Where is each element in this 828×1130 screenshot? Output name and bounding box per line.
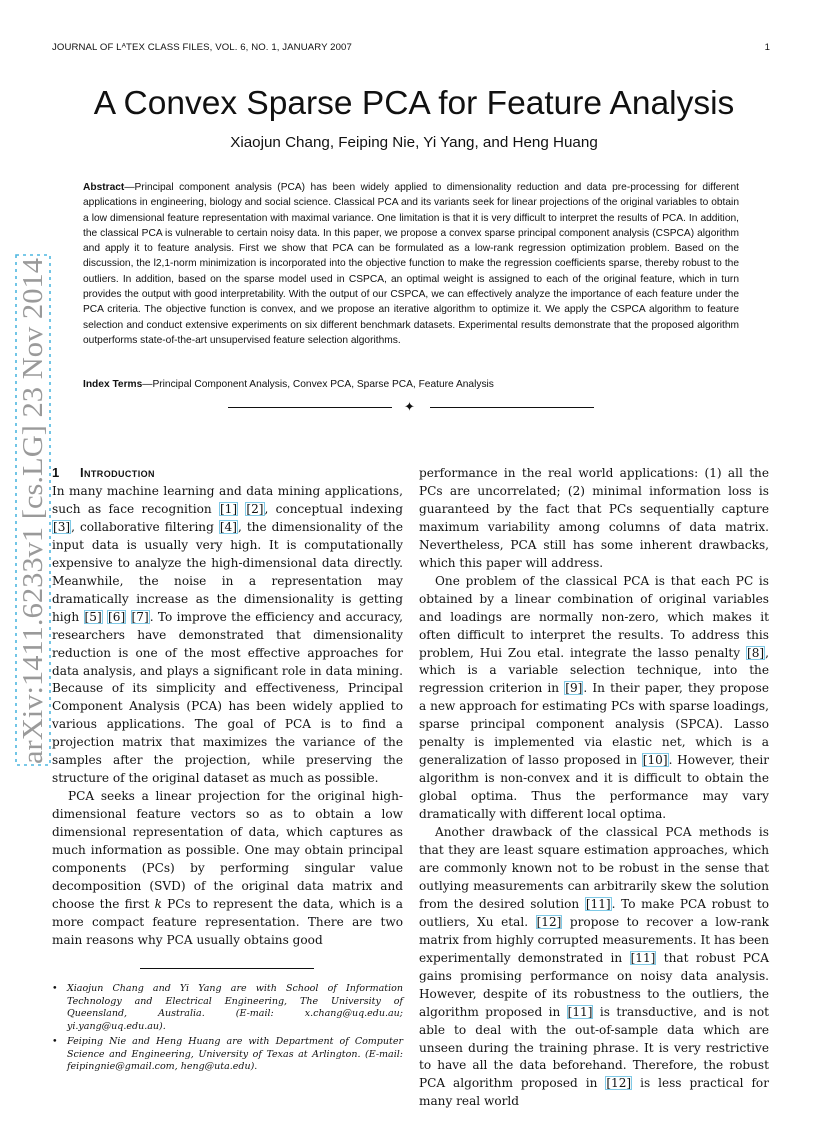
paragraph xyxy=(52,483,403,788)
citation-link[interactable]: [12] xyxy=(606,1076,632,1091)
section-title: Introduction xyxy=(80,465,155,480)
citation-link[interactable]: [2] xyxy=(246,501,264,516)
paragraph xyxy=(419,573,769,824)
text-run: One problem of the classical PCA is that each PC is obtained by a linear combination of original variables and loadings are normally non-zero, which makes it often difficult to interpret the results. To address this problem, Hui Zou etal. integrate the lasso penalty xyxy=(419,573,769,660)
right-column xyxy=(419,465,769,1111)
footnote-rule xyxy=(140,968,314,969)
section-heading xyxy=(52,465,403,480)
citation-link[interactable]: [7] xyxy=(131,609,149,624)
bullet-icon: • xyxy=(52,1036,58,1047)
text-run: , which is a variable selection technique, into the regression criterion in xyxy=(419,645,769,696)
text-run: . However, their algorithm is non-convex and it is difficult to obtain the global optima. Thus the performance may vary dramatically with different local optima. xyxy=(419,753,769,822)
paragraph xyxy=(419,824,769,1111)
citation-link[interactable]: [9] xyxy=(565,681,583,696)
diamond-icon: ✦ xyxy=(404,400,415,415)
paragraph xyxy=(419,465,769,573)
bullet-icon: • xyxy=(52,983,58,994)
text-run: . To make PCA robust to outliers, Xu etal. xyxy=(419,896,769,929)
footnote-text: Feiping Nie and Heng Huang are with Department of Computer Science and Engineering, University of Texas at Arlington. (E-mail: feipingnie@gmail.com, heng@uta.edu). xyxy=(67,1036,403,1073)
text-run: In many machine learning and data mining applications, such as face recognition xyxy=(52,484,403,516)
citation-link[interactable]: [12] xyxy=(536,914,562,929)
citation-link[interactable]: [1] xyxy=(219,501,238,516)
running-header xyxy=(52,42,770,56)
text-run: , the dimensionality of the input data is usually very high. It is computationally expensive to analyze the high-dimensional data directly. Meanwhile, the noise in a representation may dramatically increase as the dimensionality is getting high xyxy=(52,519,403,624)
text-run: , conceptual indexing xyxy=(264,501,403,516)
citation-link[interactable]: [6] xyxy=(108,609,126,624)
footnote xyxy=(52,983,403,1033)
text-run: PCs to represent the data, which is a more compact feature representation. There are two main reasons why PCA usually obtains good xyxy=(52,896,403,947)
arxiv-stamp xyxy=(12,254,52,766)
arxiv-stamp-text: arXiv:1411.6233v1 [cs.LG] 23 Nov 2014 xyxy=(18,299,49,764)
journal-header: JOURNAL OF LᴬTEX CLASS FILES, VOL. 6, NO. 1, JANUARY 2007 xyxy=(52,42,352,53)
page-number: 1 xyxy=(764,42,770,53)
citation-link[interactable]: [8] xyxy=(747,645,765,660)
text-run: that robust PCA gains promising performance on noisy data analysis. However, despite of its robustness to the outliers, the algorithm proposed in xyxy=(419,950,769,1019)
text-run: . To improve the efficiency and accuracy, researchers have demonstrated that dimensionality reduction is one of the most effective approaches for data analysis, and plays a significant role in data mining. Because of its simplicity and effectiveness, Principal Component Analysis (PCA) has been widely applied to various applications. The goal of PCA is to find a projection matrix that maximizes the variance of the samples after the projection, while preserving the structure of the original dataset as much as possible. xyxy=(52,609,403,786)
footnote xyxy=(52,1036,403,1074)
text-run: , collaborative filtering xyxy=(71,519,219,534)
paragraph xyxy=(52,788,403,950)
text-run: performance in the real world applications: (1) all the PCs are uncorrelated; (2) minimal information loss is guaranteed by the fact that PCs sequentially capture maximum variability among columns of data matrix. Nevertheless, PCA still has some inherent drawbacks, which this paper will address. xyxy=(419,466,769,570)
index-terms-label: Index Terms xyxy=(83,379,143,390)
text-run: is less practical for many real world xyxy=(419,1076,769,1109)
citation-link[interactable]: [4] xyxy=(219,519,237,534)
footnote-text: Xiaojun Chang and Yi Yang are with School of Information Technology and Electrical Engineering, The University of Queensland, Australia. (E-mail: x.chang@uq.edu.au; yi.yang@uq.edu.au). xyxy=(67,983,403,1032)
citation-link[interactable]: [5] xyxy=(84,609,102,624)
abstract-text: —Principal component analysis (PCA) has been widely applied to dimensionality reduction and data pre-processing for different applications in engineering, biology and social science. Classical PCA and its variants seek for linear projections of the original variables to obtain a low dimensional feature representation with maximal variance. One limitation is that it is very difficult to interpret the results of PCA. In addition, the classical PCA is vulnerable to certain noisy data. In this paper, we propose a convex sparse principal component analysis (CSPCA) algorithm and apply it to feature analysis. First we show that PCA can be formulated as a low-rank regression optimization problem. Based on the discussion, the l2,1-norm minimization is incorporated into the objective function to make the regression coefficients sparse, thereby robust to the outliers. In addition, based on the sparse model used in CSPCA, an optimal weight is assigned to each of the original feature, which in turn provides the output with good interpretability. With the output of our CSPCA, we can effectively analyze the importance of each feature under the PCA criteria. The objective function is convex, and we propose an iterative algorithm to optimize it. We apply the CSPCA algorithm to feature selection and conduct extensive experiments on six different benchmark datasets. Experimental results demonstrate that the proposed algorithm outperforms state-of-the-art unsupervised feature selection algorithms. xyxy=(83,182,739,346)
section-separator xyxy=(228,402,594,414)
separator-line-right xyxy=(430,407,594,408)
paper-authors: Xiaojun Chang, Feiping Nie, Yi Yang, and Heng Huang xyxy=(230,134,598,151)
text-run: propose to recover a low-rank matrix from highly corrupted measurements. It has been experimentally demonstrated in xyxy=(419,914,769,965)
text-run: PCA seeks a linear projection for the original high-dimensional feature vectors so as to obtain a low dimensional representation of data, which captures as much information as possible. One may obtain principal components (PCs) by performing singular value decomposition (SVD) of the original data matrix and choose the first xyxy=(52,789,403,911)
citation-link[interactable]: [3] xyxy=(53,519,71,534)
citation-link[interactable]: [10] xyxy=(642,753,668,768)
text-run: . In their paper, they propose a new approach for estimating PCs with sparse loadings, sparse principal component analysis (SPCA). Lasso penalty is implemented via elastic net, which is a generalization of lasso proposed in xyxy=(419,681,769,768)
separator-line-left xyxy=(228,407,392,408)
index-terms-text: —Principal Component Analysis, Convex PCA, Sparse PCA, Feature Analysis xyxy=(142,379,494,390)
citation-link[interactable]: [11] xyxy=(585,896,611,911)
text-run: is transductive, and is not able to deal with the out-of-sample data which are unseen during the training phrase. It is very restrictive to have all the data beforehand. Therefore, the robust PCA algorithm proposed in xyxy=(419,1004,769,1091)
text-run: Another drawback of the classical PCA methods is that they are least square estimation approaches, which are commonly known not to be robust in the sense that outlying measurements can arbitrarily skew the solution from the desired solution xyxy=(419,825,769,911)
paper-title: A Convex Sparse PCA for Feature Analysis xyxy=(93,85,735,122)
citation-link[interactable]: [11] xyxy=(567,1004,593,1019)
section-number: 1 xyxy=(52,465,60,480)
index-terms xyxy=(83,377,739,392)
left-column xyxy=(52,465,403,950)
citation-link[interactable]: [11] xyxy=(630,950,656,965)
math-k: k xyxy=(154,896,162,911)
abstract xyxy=(83,180,739,348)
abstract-label: Abstract xyxy=(83,182,125,193)
